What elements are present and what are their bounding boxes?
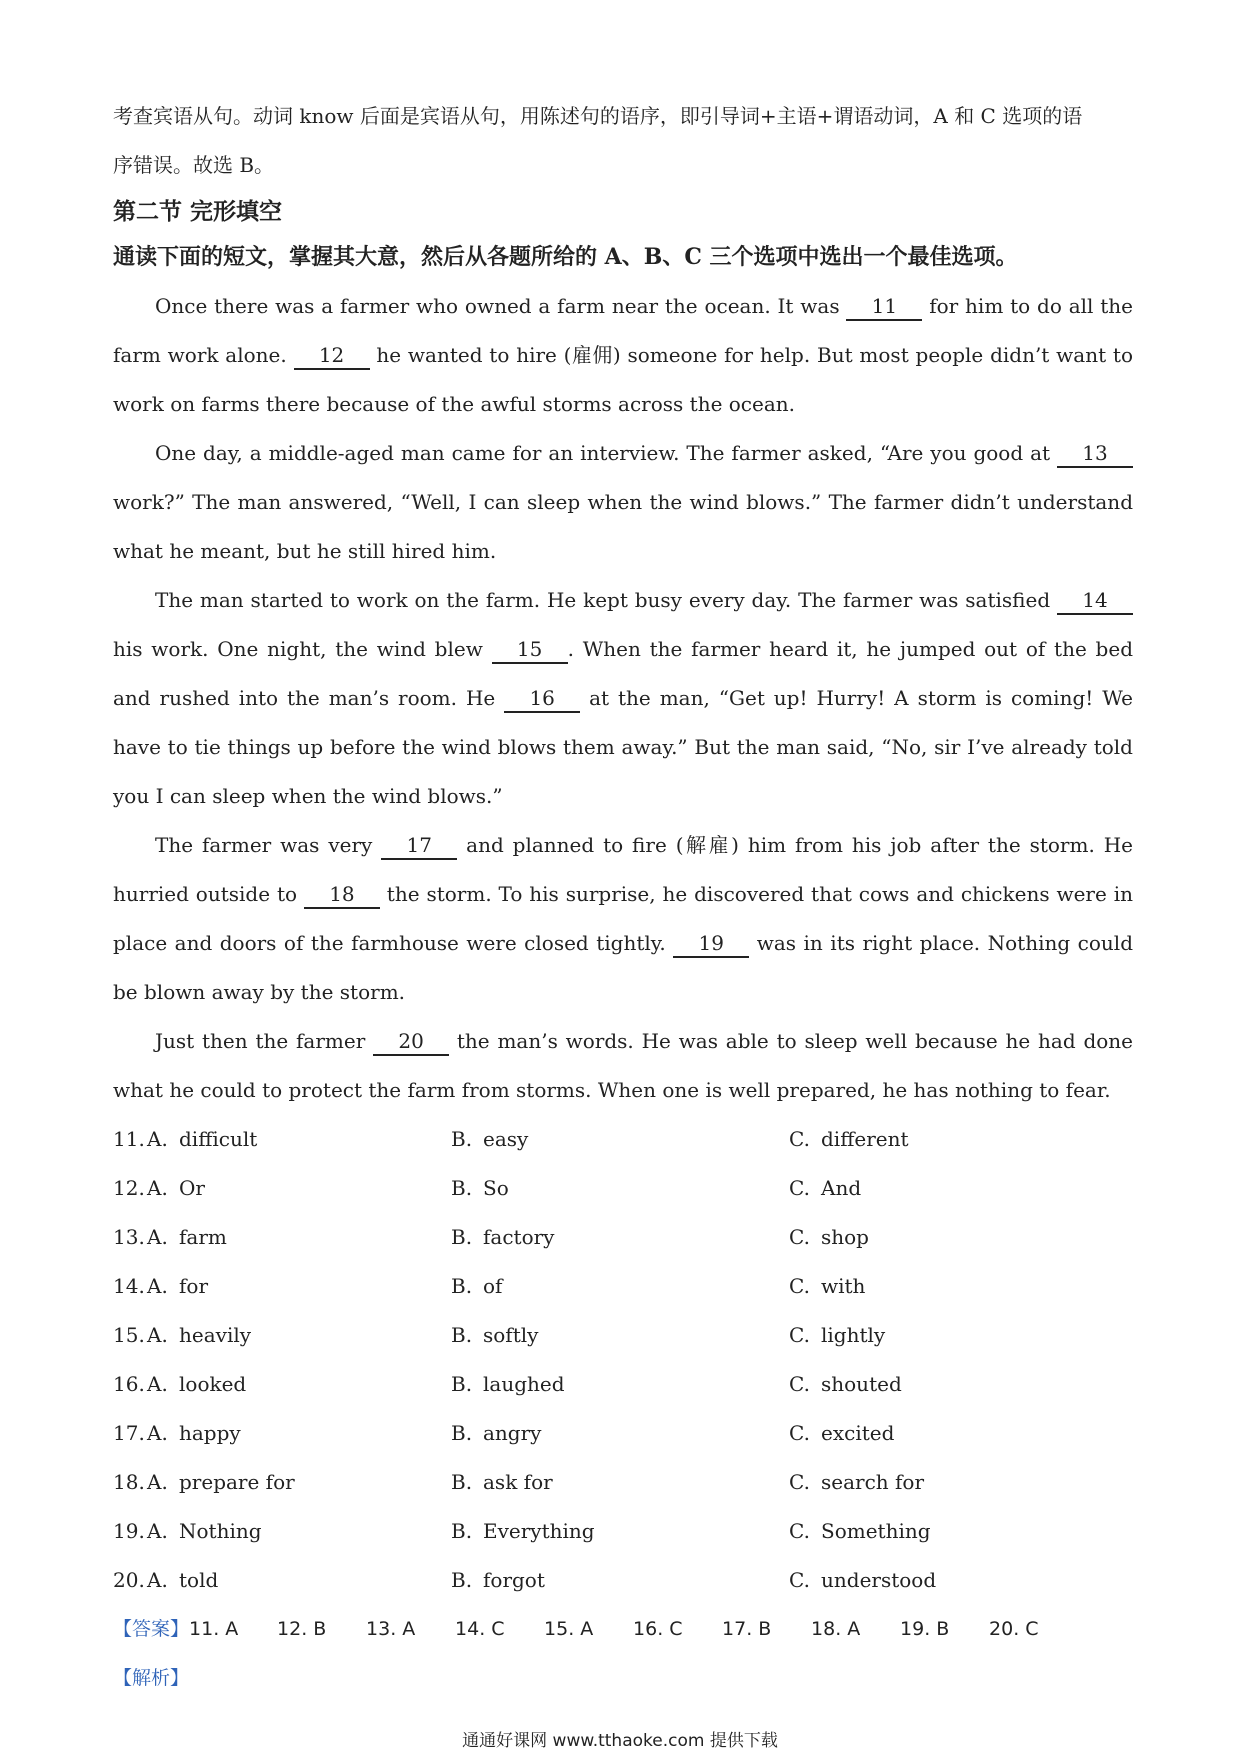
passage-text: work?” The man answered, “Well, I can sleep when the wind blows.” The farmer didn’t understand what he meant, but he still hired him. <box>113 490 1133 563</box>
passage-text: and planned to fire (解雇) him from his job after the storm. He hurried outside to <box>113 833 1133 906</box>
option-letter: B. <box>451 1274 473 1298</box>
question-row <box>113 1507 1133 1556</box>
analysis-row <box>113 1654 1133 1703</box>
option-b <box>451 1311 789 1360</box>
option-c <box>789 1213 1127 1262</box>
option-text: So <box>483 1176 509 1200</box>
intro-line-1: 考查宾语从句。动词 know 后面是宾语从句，用陈述句的语序，即引导词+主语+谓语动词，A 和 C 选项的语 <box>113 104 1083 128</box>
option-a <box>147 1311 451 1360</box>
option-b <box>451 1507 789 1556</box>
option-b <box>451 1409 789 1458</box>
answer-item: 18. A <box>811 1618 861 1640</box>
blank-20: 20 <box>373 1028 449 1056</box>
option-letter: C. <box>789 1225 810 1249</box>
answer-row <box>113 1605 1133 1654</box>
option-b <box>451 1458 789 1507</box>
option-text: lightly <box>821 1323 886 1347</box>
option-a <box>147 1458 451 1507</box>
document-page <box>113 92 1133 1703</box>
option-letter: A. <box>147 1274 168 1298</box>
instruction: 通读下面的短文，掌握其大意，然后从各题所给的 A、B、C 三个选项中选出一个最佳选项。 <box>113 244 1018 270</box>
answer-item: 15. A <box>544 1618 594 1640</box>
option-letter: A. <box>147 1323 168 1347</box>
blank-18: 18 <box>304 881 380 909</box>
option-letter: C. <box>789 1323 810 1347</box>
question-number: 13. <box>113 1225 145 1249</box>
passage-text: his work. One night, the wind blew <box>113 637 492 661</box>
question-number: 19. <box>113 1519 145 1543</box>
question-number: 11. <box>113 1127 145 1151</box>
option-text: forgot <box>483 1568 545 1592</box>
question-number: 17. <box>113 1421 145 1445</box>
option-letter: C. <box>789 1372 810 1396</box>
option-a <box>147 1115 451 1164</box>
option-a <box>147 1262 451 1311</box>
option-b <box>451 1262 789 1311</box>
question-number: 20. <box>113 1568 145 1592</box>
option-letter: B. <box>451 1225 473 1249</box>
option-letter: B. <box>451 1176 473 1200</box>
answer-item: 20. C <box>989 1618 1039 1640</box>
option-b <box>451 1164 789 1213</box>
option-text: prepare for <box>179 1470 295 1494</box>
option-c <box>789 1507 1127 1556</box>
option-b <box>451 1115 789 1164</box>
option-letter: C. <box>789 1421 810 1445</box>
option-text: different <box>821 1127 909 1151</box>
option-b <box>451 1360 789 1409</box>
option-text: with <box>821 1274 866 1298</box>
option-c <box>789 1262 1127 1311</box>
option-c <box>789 1115 1127 1164</box>
passage-text: Once there was a farmer who owned a farm near the ocean. It was <box>155 294 847 318</box>
option-letter: A. <box>147 1372 168 1396</box>
option-letter: C. <box>789 1176 810 1200</box>
option-text: told <box>179 1568 219 1592</box>
option-c <box>789 1164 1127 1213</box>
question-row <box>113 1311 1133 1360</box>
option-text: easy <box>483 1127 529 1151</box>
option-c <box>789 1311 1127 1360</box>
blank-11: 11 <box>846 293 922 321</box>
answer-item: 16. C <box>633 1618 683 1640</box>
option-letter: C. <box>789 1519 810 1543</box>
option-text: looked <box>179 1372 247 1396</box>
option-text: excited <box>821 1421 895 1445</box>
option-text: And <box>821 1176 862 1200</box>
option-a <box>147 1507 451 1556</box>
passage-paragraph-1 <box>113 282 1133 429</box>
option-text: happy <box>179 1421 241 1445</box>
option-letter: A. <box>147 1470 168 1494</box>
option-letter: C. <box>789 1127 810 1151</box>
blank-14: 14 <box>1057 587 1133 615</box>
option-text: Everything <box>483 1519 595 1543</box>
option-letter: A. <box>147 1225 168 1249</box>
option-text: ask for <box>483 1470 553 1494</box>
passage-text: The farmer was very <box>155 833 382 857</box>
passage-text: the storm. To his surprise, he discovered that cows and chickens were in place and doors of the farmhouse were closed tightly. <box>113 882 1133 955</box>
option-c <box>789 1458 1127 1507</box>
question-number: 14. <box>113 1274 145 1298</box>
blank-17: 17 <box>381 832 457 860</box>
option-letter: C. <box>789 1470 810 1494</box>
footer-source: 通通好课网 www.tthaoke.com 提供下载 <box>462 1731 778 1751</box>
question-number: 12. <box>113 1176 145 1200</box>
option-letter: B. <box>451 1127 473 1151</box>
option-letter: B. <box>451 1421 473 1445</box>
option-a <box>147 1409 451 1458</box>
answer-item: 19. B <box>900 1618 950 1640</box>
section-title: 第二节 完形填空 <box>113 198 283 225</box>
option-text: of <box>483 1274 503 1298</box>
passage-text: at the man, “Get up! Hurry! A storm is coming! We have to tie things up before the wind blows them away.” But the man said, “No, sir I’ve already told you I can sleep when the wind blows.” <box>113 686 1134 808</box>
intro-line-2: 序错误。故选 B。 <box>113 153 275 177</box>
option-b <box>451 1213 789 1262</box>
option-letter: C. <box>789 1568 810 1592</box>
option-c <box>789 1360 1127 1409</box>
question-number: 18. <box>113 1470 145 1494</box>
option-letter: C. <box>789 1274 810 1298</box>
option-a <box>147 1360 451 1409</box>
passage-text: he wanted to hire (雇佣) someone for help. But most people didn’t want to work on farms there because of the awful storms across the ocean. <box>113 343 1133 416</box>
option-b <box>451 1556 789 1605</box>
option-c <box>789 1556 1127 1605</box>
question-row <box>113 1213 1133 1262</box>
passage-text: The man started to work on the farm. He kept busy every day. The farmer was satisfied <box>155 588 1057 612</box>
passage-text: One day, a middle-aged man came for an interview. The farmer asked, “Are you good at <box>155 441 1057 465</box>
option-text: difficult <box>179 1127 258 1151</box>
option-letter: A. <box>147 1568 168 1592</box>
option-letter: B. <box>451 1568 473 1592</box>
question-number: 15. <box>113 1323 145 1347</box>
question-row <box>113 1409 1133 1458</box>
analysis-tag: 【解析】 <box>113 1667 190 1689</box>
option-letter: B. <box>451 1372 473 1396</box>
blank-13: 13 <box>1057 440 1133 468</box>
option-text: Nothing <box>179 1519 262 1543</box>
option-letter: A. <box>147 1421 168 1445</box>
option-letter: A. <box>147 1519 168 1543</box>
option-a <box>147 1164 451 1213</box>
option-text: for <box>179 1274 209 1298</box>
answer-item: 12. B <box>277 1618 327 1640</box>
passage-paragraph-5 <box>113 1017 1133 1115</box>
blank-16: 16 <box>504 685 580 713</box>
answer-item: 14. C <box>455 1618 505 1640</box>
passage-text: the man’s words. He was able to sleep well because he had done what he could to protect the farm from storms. When one is well prepared, he has nothing to fear. <box>113 1029 1134 1102</box>
question-row <box>113 1360 1133 1409</box>
option-letter: B. <box>451 1470 473 1494</box>
question-number: 16. <box>113 1372 145 1396</box>
answer-item: 13. A <box>366 1618 416 1640</box>
passage-text: . When the farmer heard it, he jumped out of the bed and rushed into the man’s room. He <box>113 637 1133 710</box>
option-letter: B. <box>451 1323 473 1347</box>
passage-text: for him to do all the farm work alone. <box>113 294 1133 367</box>
option-text: Something <box>821 1519 931 1543</box>
question-row <box>113 1262 1133 1311</box>
question-list <box>113 1115 1133 1605</box>
option-a <box>147 1556 451 1605</box>
option-text: factory <box>483 1225 555 1249</box>
option-letter: A. <box>147 1176 168 1200</box>
question-row <box>113 1556 1133 1605</box>
passage-paragraph-3 <box>113 576 1133 821</box>
option-letter: A. <box>147 1127 168 1151</box>
blank-15: 15 <box>492 636 568 664</box>
answer-tag: 【答案】 <box>113 1618 190 1640</box>
option-text: angry <box>483 1421 542 1445</box>
option-text: heavily <box>179 1323 252 1347</box>
passage-text: Just then the farmer <box>155 1029 374 1053</box>
option-text: understood <box>821 1568 937 1592</box>
option-text: softly <box>483 1323 539 1347</box>
question-row <box>113 1115 1133 1164</box>
option-c <box>789 1409 1127 1458</box>
passage-paragraph-4 <box>113 821 1133 1017</box>
question-row <box>113 1164 1133 1213</box>
option-text: farm <box>179 1225 227 1249</box>
passage-paragraph-2 <box>113 429 1133 576</box>
option-a <box>147 1213 451 1262</box>
blank-19: 19 <box>673 930 749 958</box>
option-text: search for <box>821 1470 925 1494</box>
option-text: Or <box>179 1176 205 1200</box>
question-row <box>113 1458 1133 1507</box>
answer-item: 11. A <box>189 1618 239 1640</box>
blank-12: 12 <box>294 342 370 370</box>
option-text: shouted <box>821 1372 902 1396</box>
answer-item: 17. B <box>722 1618 772 1640</box>
option-letter: B. <box>451 1519 473 1543</box>
passage-text: was in its right place. Nothing could be blown away by the storm. <box>113 931 1133 1004</box>
option-text: shop <box>821 1225 869 1249</box>
option-text: laughed <box>483 1372 565 1396</box>
